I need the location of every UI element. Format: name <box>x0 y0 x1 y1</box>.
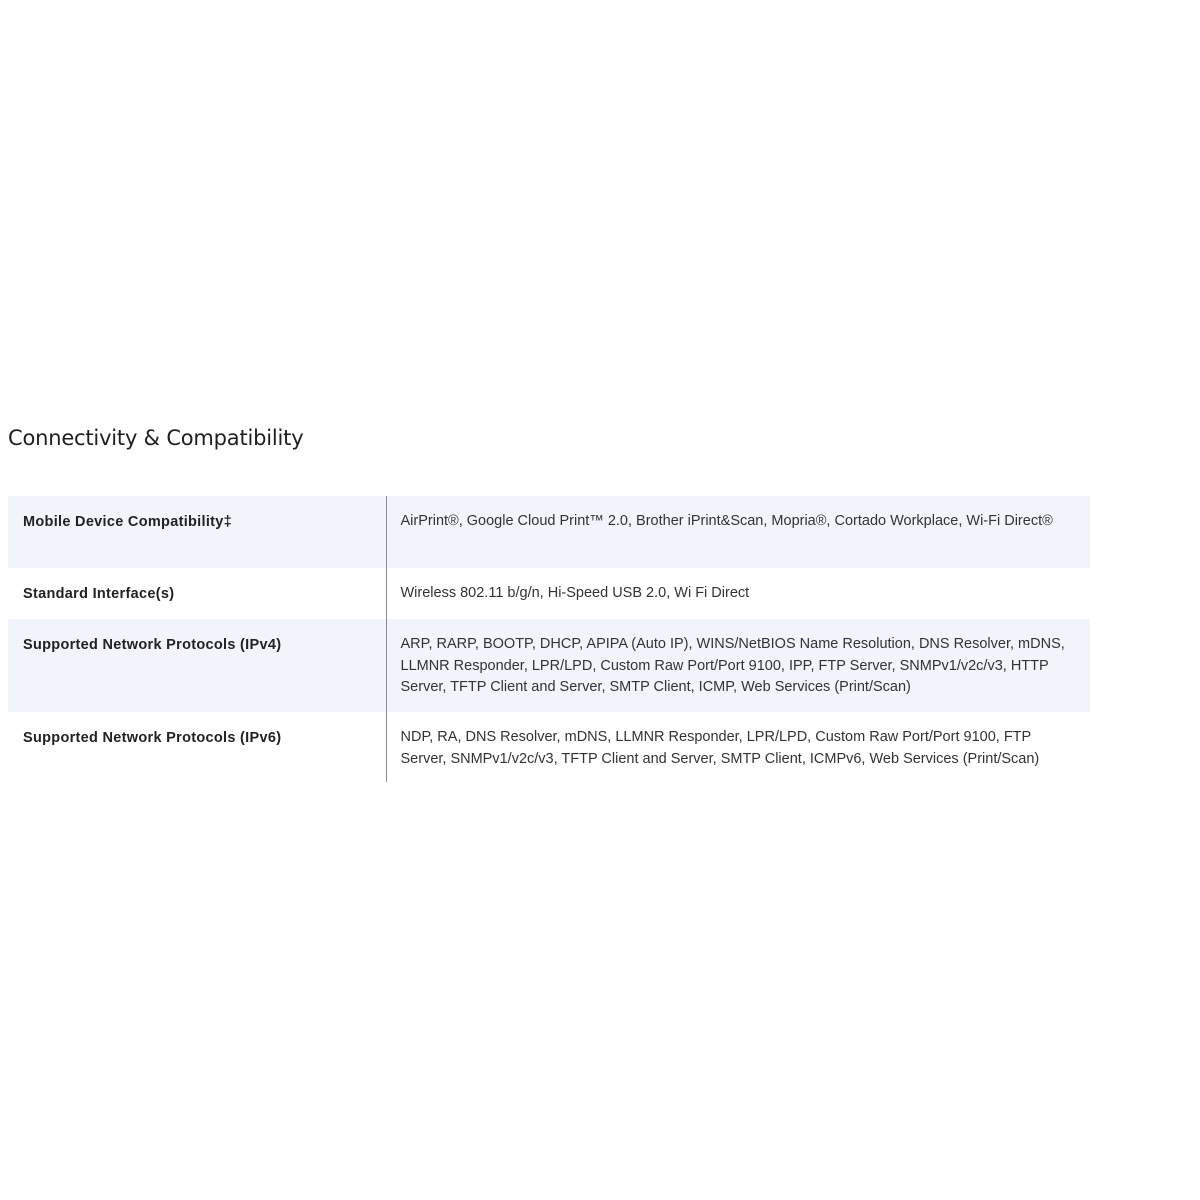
spec-table <box>8 496 1090 782</box>
spec-value-cell <box>386 496 1090 568</box>
spec-value-cell <box>386 568 1090 619</box>
spec-row-mobile-device-compatibility <box>8 496 1090 568</box>
spec-value: Wireless 802.11 b/g/n, Hi-Speed USB 2.0, Wi Fi Direct <box>400 585 750 601</box>
spec-value: AirPrint®, Google Cloud Print™ 2.0, Brother iPrint&Scan, Mopria®, Cortado Workplace, Wi-Fi Direct® <box>400 513 1053 529</box>
spec-label: Standard Interface(s) <box>23 586 175 602</box>
spec-row-standard-interfaces <box>8 568 1090 619</box>
spec-label: Mobile Device Compatibility‡ <box>23 514 233 530</box>
spec-row-network-protocols-ipv6 <box>8 712 1090 782</box>
spec-label-cell <box>8 568 386 619</box>
spec-row-network-protocols-ipv4 <box>8 619 1090 712</box>
connectivity-compatibility-section <box>8 420 1090 767</box>
spec-label: Supported Network Protocols (IPv4) <box>23 637 282 653</box>
spec-value-cell <box>386 619 1090 712</box>
spec-label-cell <box>8 619 386 712</box>
spec-label-cell <box>8 712 386 782</box>
spec-value-cell <box>386 712 1090 782</box>
spec-label: Supported Network Protocols (IPv6) <box>23 730 282 746</box>
spec-value: NDP, RA, DNS Resolver, mDNS, LLMNR Responder, LPR/LPD, Custom Raw Port/Port 9100, FTP Server, SNMPv1/v2c/v3, TFTP Client and Server, SMTP Client, ICMPv6, Web Services (Print/Scan) <box>400 729 1040 767</box>
spec-label-cell <box>8 496 386 568</box>
section-title: Connectivity & Compatibility <box>8 426 304 450</box>
spec-value: ARP, RARP, BOOTP, DHCP, APIPA (Auto IP), WINS/NetBIOS Name Resolution, DNS Resolver, mDNS, LLMNR Responder, LPR/LPD, Custom Raw Port/Port 9100, IPP, FTP Server, SNMPv1/v2c/v3, HTTP Server, TFTP Client and Server, SMTP Client, ICMP, Web Services (Print/Scan) <box>400 636 1065 695</box>
